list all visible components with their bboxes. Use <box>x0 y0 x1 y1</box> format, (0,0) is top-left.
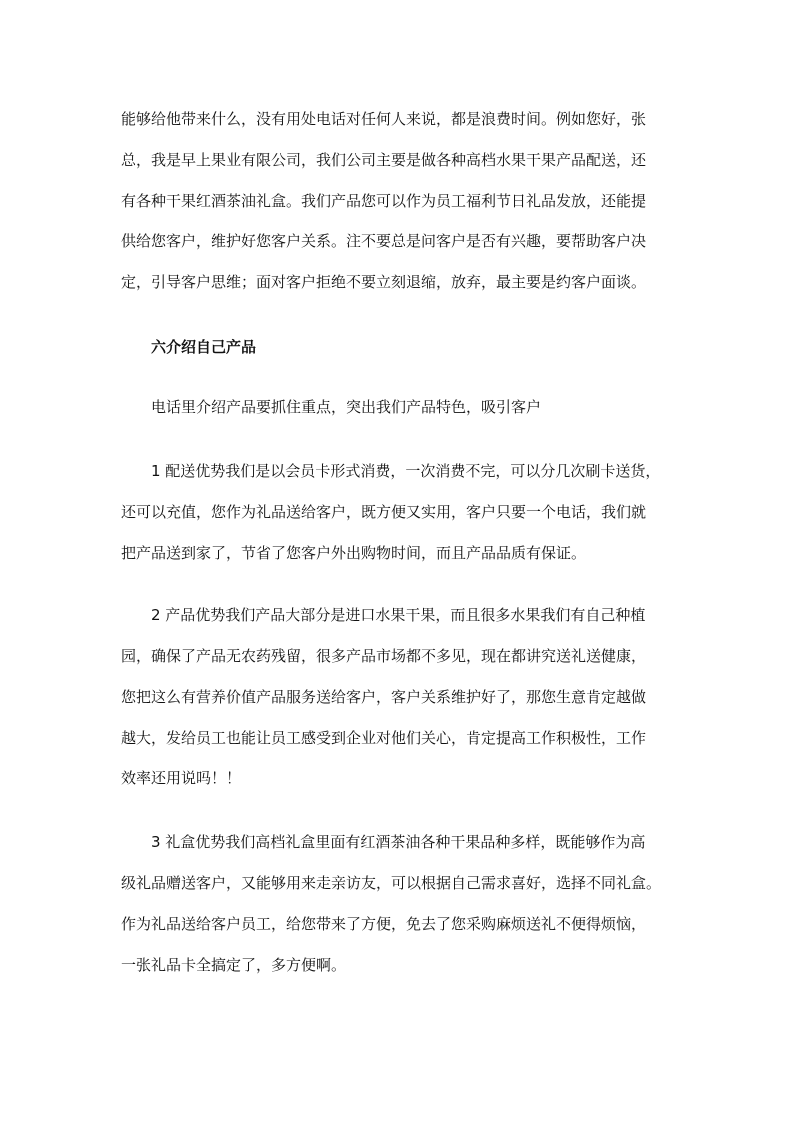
paragraph-1-line-3: 有各种干果红酒茶油礼盒。我们产品您可以作为员工福利节日礼品发放，还能提 <box>121 192 647 210</box>
delivery-advantage-line-1: 1 配送优势我们是以会员卡形式消费，一次消费不完，可以分几次刷卡送货， <box>151 462 661 480</box>
product-advantage-line-2: 园，确保了产品无农药残留，很多产品市场都不多见，现在都讲究送礼送健康， <box>121 647 647 665</box>
paragraph-1-line-5: 定，引导客户思维；面对客户拒绝不要立刻退缩，放弃，最主要是约客户面谈。 <box>121 273 647 291</box>
paragraph-1-line-1: 能够给他带来什么，没有用处电话对任何人来说，都是浪费时间。例如您好，张 <box>121 110 647 128</box>
delivery-advantage-line-2: 还可以充值，您作为礼品送给客户，既方便又实用，客户只要一个电话，我们就 <box>121 503 647 521</box>
giftbox-advantage-line-2: 级礼品赠送客户，又能够用来走亲访友，可以根据自己需求喜好，选择不同礼盒。 <box>121 874 662 892</box>
product-advantage-line-4: 越大，发给员工也能让员工感受到企业对他们关心，肯定提高工作积极性，工作 <box>121 729 647 747</box>
paragraph-1-line-4: 供给您客户，维护好您客户关系。注不要总是问客户是否有兴趣，要帮助客户决 <box>121 232 647 250</box>
giftbox-advantage-line-3: 作为礼品送给客户员工，给您带来了方便，免去了您采购麻烦送礼不便得烦恼， <box>121 915 647 933</box>
intro-line: 电话里介绍产品要抓住重点，突出我们产品特色，吸引客户 <box>151 398 542 416</box>
product-advantage-line-3: 您把这么有营养价值产品服务送给客户，客户关系维护好了，那您生意肯定越做 <box>121 688 647 706</box>
giftbox-advantage-line-1: 3 礼盒优势我们高档礼盒里面有红酒茶油各种干果品种多样，既能够作为高 <box>151 833 646 851</box>
delivery-advantage-line-3: 把产品送到家了，节省了您客户外出购物时间，而且产品品质有保证。 <box>121 544 587 562</box>
section-heading: 六介绍自己产品 <box>151 338 257 356</box>
product-advantage-line-5: 效率还用说吗！！ <box>121 769 242 787</box>
product-advantage-line-1: 2 产品优势我们产品大部分是进口水果干果，而且很多水果我们有自己种植 <box>151 606 646 624</box>
paragraph-1-line-2: 总，我是早上果业有限公司，我们公司主要是做各种高档水果干果产品配送，还 <box>121 151 647 169</box>
giftbox-advantage-line-4: 一张礼品卡全搞定了，多方便啊。 <box>121 956 347 974</box>
